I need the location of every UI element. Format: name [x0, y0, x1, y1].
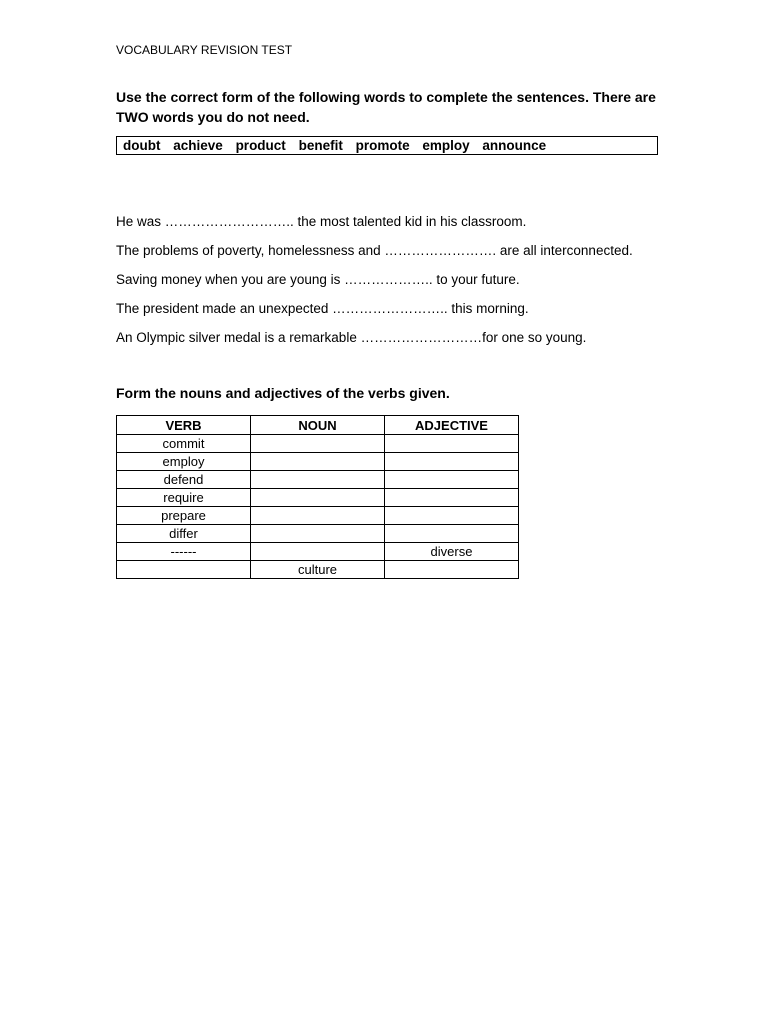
adjective-cell: diverse [385, 543, 519, 561]
word-bank-item: product [235, 138, 286, 153]
adjective-cell[interactable] [385, 525, 519, 543]
column-header-adjective: ADJECTIVE [385, 416, 519, 435]
table-header-row [117, 416, 519, 435]
word-bank [116, 136, 658, 155]
adjective-cell[interactable] [385, 489, 519, 507]
table-row [117, 507, 519, 525]
table-row [117, 435, 519, 453]
adjective-cell[interactable] [385, 507, 519, 525]
sentence-item: Saving money when you are young is ……………….. to your future. [116, 272, 520, 287]
verb-cell: differ [117, 525, 251, 543]
noun-cell[interactable] [251, 543, 385, 561]
exercise-2-heading: Form the nouns and adjectives of the verbs given. [116, 385, 450, 401]
word-bank-item: promote [355, 138, 410, 153]
document-title: VOCABULARY REVISION TEST [116, 43, 293, 57]
table-row [117, 525, 519, 543]
sentence-item: He was ……………………….. the most talented kid in his classroom. [116, 214, 527, 229]
word-bank-item: announce [482, 138, 547, 153]
adjective-cell[interactable] [385, 561, 519, 579]
sentence-item: The president made an unexpected …………………….. this morning. [116, 301, 529, 316]
noun-cell[interactable] [251, 507, 385, 525]
verb-cell: commit [117, 435, 251, 453]
noun-cell: culture [251, 561, 385, 579]
adjective-cell[interactable] [385, 453, 519, 471]
table-row [117, 471, 519, 489]
noun-cell[interactable] [251, 471, 385, 489]
adjective-cell[interactable] [385, 435, 519, 453]
table-row [117, 453, 519, 471]
sentence-list [116, 212, 633, 357]
noun-cell[interactable] [251, 435, 385, 453]
column-header-noun: NOUN [251, 416, 385, 435]
table-row [117, 489, 519, 507]
adjective-cell[interactable] [385, 471, 519, 489]
verb-cell: require [117, 489, 251, 507]
exercise-1-instructions: Use the correct form of the following words to complete the sentences. There are TWO words you do not need. [116, 89, 656, 125]
verb-cell: prepare [117, 507, 251, 525]
noun-cell[interactable] [251, 489, 385, 507]
verb-cell: employ [117, 453, 251, 471]
table-row [117, 561, 519, 579]
noun-cell[interactable] [251, 453, 385, 471]
sentence-item: An Olympic silver medal is a remarkable ………………………for one so young. [116, 330, 587, 345]
table-row [117, 543, 519, 561]
verb-cell: ------ [117, 543, 251, 561]
verb-cell: defend [117, 471, 251, 489]
word-bank-item: employ [422, 138, 470, 153]
verb-cell[interactable] [117, 561, 251, 579]
sentence-item: The problems of poverty, homelessness and ……………………. are all interconnected. [116, 243, 633, 258]
word-bank-item: benefit [298, 138, 343, 153]
word-bank-item: doubt [123, 138, 161, 153]
column-header-verb: VERB [117, 416, 251, 435]
word-bank-item: achieve [173, 138, 223, 153]
word-forms-table [116, 415, 519, 579]
noun-cell[interactable] [251, 525, 385, 543]
